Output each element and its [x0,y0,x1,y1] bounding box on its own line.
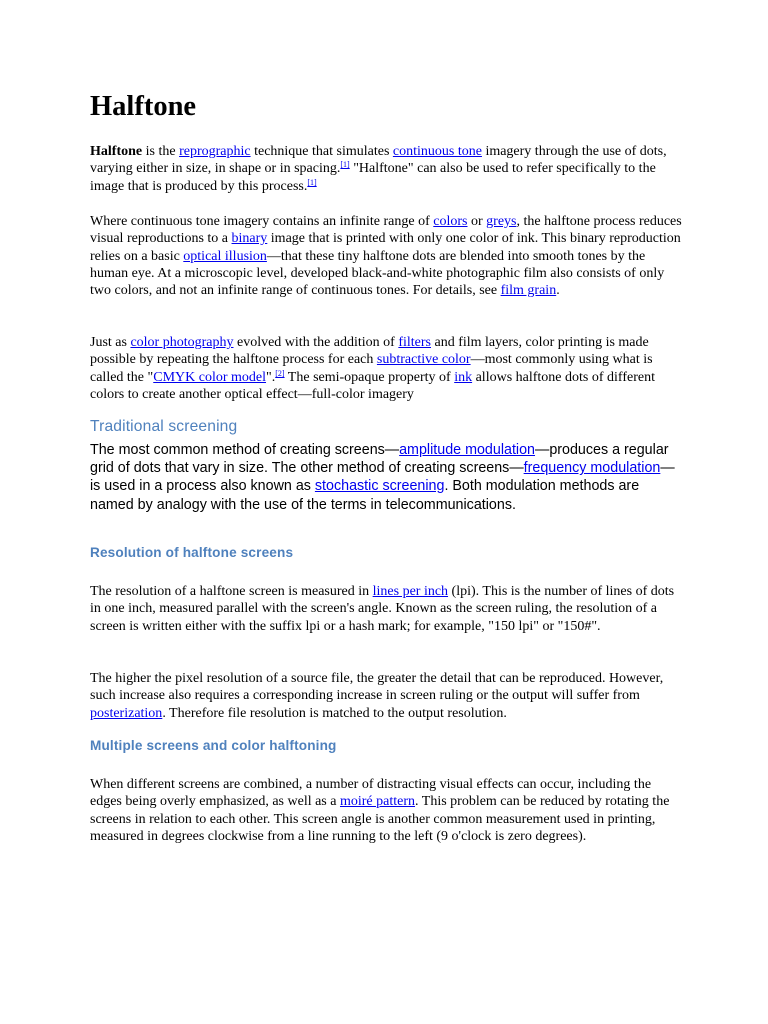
paragraph-pixel-resolution [90,670,682,722]
text: is the [142,144,180,159]
link-cmyk-color-model[interactable]: CMYK color model [153,369,267,385]
citation-1b[interactable]: [1] [307,177,317,187]
link-colors[interactable]: colors [433,214,468,229]
text: , the halftone process reduces visual reproductions to a [90,214,682,247]
link-amplitude-modulation[interactable]: amplitude modulation [399,442,536,458]
text: —is used in a process also known as [90,460,675,495]
text: . Both modulation methods are named by analogy with the use of the terms in telecommunications. [90,478,640,513]
text: When different screens are combined, a number of distracting visual effects can occur, including the edges being overly emphasized, as well as a [90,777,652,810]
link-frequency-modulation[interactable]: frequency modulation [523,460,661,477]
paragraph-multiple-screens [90,776,682,845]
heading-multiple-screens: Multiple screens and color halftoning [90,738,337,753]
link-stochastic-screening[interactable]: stochastic screening [314,478,445,495]
text: evolved with the addition of [233,335,399,350]
page-title: Halftone [90,91,197,122]
link-posterization[interactable]: posterization [90,705,163,721]
text: —most commonly using what is called the " [90,352,653,385]
link-greys[interactable]: greys [486,214,517,229]
link-color-photography[interactable]: color photography [130,335,234,350]
text: Where continuous tone imagery contains an infinite range of [90,214,434,229]
citation-1[interactable]: [1] [340,160,350,170]
text: . This problem can be reduced by rotating the screens in relation to each other. This screen angle is another common measurement used in printing, measured in degrees clockwise from a line running to the left (9 o'clock is zero degrees). [90,794,670,844]
text: "Halftone" can also be used to refer specifically to the image that is produced by this process. [90,161,656,194]
link-filters[interactable]: filters [398,335,431,350]
link-moire-pattern[interactable]: moiré pattern [339,794,416,810]
link-binary[interactable]: binary [231,231,268,247]
link-ink[interactable]: ink [454,369,473,385]
paragraph-continuous-tone [90,213,682,299]
text: The higher the pixel resolution of a source file, the greater the detail that can be reproduced. However, such increase also requires a corresponding increase in screen ruling or the output will suffer from [90,671,664,704]
text: allows halftone dots of different colors to create another optical effect—full-color imagery [90,369,655,402]
text: image that is printed with only one color of ink. This binary reproduction relies on a basic [90,231,681,264]
text: (lpi). This is the number of lines of dots in one inch, measured parallel with the screen's angle. Known as the screen ruling, the resolution of a screen is written either with the suffix lpi or a hash mark; for example, "150 lpi" or "150#". [90,584,675,634]
paragraph-color-printing [90,334,682,403]
paragraph-screen-resolution [90,583,682,635]
text: . [556,283,560,299]
text: . Therefore file resolution is matched to the output resolution. [162,705,507,721]
link-subtractive-color[interactable]: subtractive color [376,352,471,368]
text: The resolution of a halftone screen is measured in [90,584,373,599]
link-reprographic[interactable]: reprographic [179,144,251,159]
text: technique that simulates [250,144,393,159]
intro-paragraph [90,143,682,195]
text: and film layers, color printing is made possible by repeating the halftone process for each [90,335,649,368]
text: —that these tiny halftone dots are blended into smooth tones by the human eye. At a microscopic level, developed black-and-white photographic film also consists of only two colors, and not an infinite range of continuous tones. For details, see [90,248,665,299]
text: ". [266,369,276,385]
heading-resolution: Resolution of halftone screens [90,545,294,560]
citation-2[interactable]: [2] [275,368,285,378]
heading-traditional-screening: Traditional screening [90,418,238,435]
intro-bold-term: Halftone [90,144,143,159]
link-film-grain[interactable]: film grain [500,283,557,299]
text: Just as [90,335,131,350]
text: —produces a regular grid of dots that vary in size. The other method of creating screens— [90,442,669,477]
paragraph-traditional-screening [90,441,682,514]
link-optical-illusion[interactable]: optical illusion [183,248,267,264]
text: The most common method of creating screens— [90,442,400,458]
text: The semi-opaque property of [284,369,455,385]
text: or [467,214,487,229]
link-lines-per-inch[interactable]: lines per inch [372,584,449,599]
text: imagery through the use of dots, varying either in size, in shape or in spacing. [90,144,667,177]
link-continuous-tone[interactable]: continuous tone [392,144,482,159]
